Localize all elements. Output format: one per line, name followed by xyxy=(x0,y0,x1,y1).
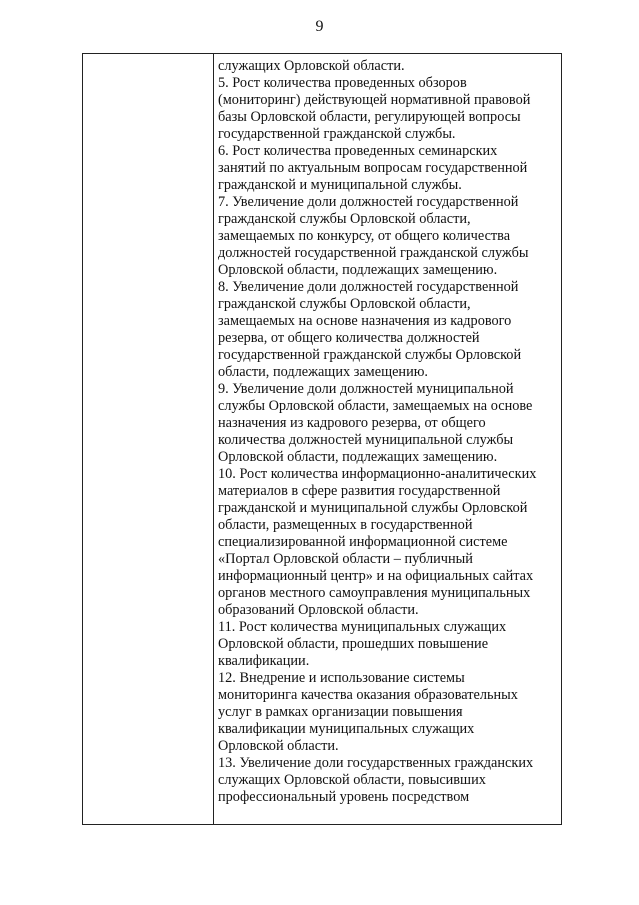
page-number: 9 xyxy=(315,18,324,35)
text-line: мониторинга качества оказания образовательных xyxy=(218,687,518,703)
text-line: 12. Внедрение и использование системы xyxy=(218,670,465,686)
text-line: 5. Рост количества проведенных обзоров xyxy=(218,75,467,91)
text-line: «Портал Орловской области – публичный xyxy=(218,551,473,567)
text-line: резерва, от общего количества должностей xyxy=(218,330,480,346)
table-right-cell xyxy=(214,54,562,825)
text-line: (мониторинг) действующей нормативной правовой xyxy=(218,92,531,108)
text-line: органов местного самоуправления муниципальных xyxy=(218,585,531,601)
text-line: государственной гражданской службы. xyxy=(218,126,456,142)
text-line: 10. Рост количества информационно-аналитических xyxy=(218,466,537,482)
text-line: служащих Орловской области, повысивших xyxy=(218,772,486,788)
text-line: 6. Рост количества проведенных семинарских xyxy=(218,143,498,159)
text-line: области, размещенных в государственной xyxy=(218,517,473,533)
text-line: образований Орловской области. xyxy=(218,602,419,618)
text-line: количества должностей муниципальной службы xyxy=(218,432,514,448)
text-line: службы Орловской области, замещаемых на основе xyxy=(218,398,533,414)
text-line: информационный центр» и на официальных сайтах xyxy=(218,568,534,584)
text-line: специализированной информационной системе xyxy=(218,534,508,550)
text-line: материалов в сфере развития государственной xyxy=(218,483,501,499)
text-line: услуг в рамках организации повышения xyxy=(218,704,463,720)
text-line: должностей государственной гражданской службы xyxy=(218,245,529,261)
text-line: квалификации муниципальных служащих xyxy=(218,721,475,737)
text-line: профессиональный уровень посредством xyxy=(218,789,470,805)
text-line: 9. Увеличение доли должностей муниципальной xyxy=(218,381,514,397)
table-row xyxy=(83,54,562,825)
text-line: 8. Увеличение доли должностей государственной xyxy=(218,279,519,295)
document-table xyxy=(82,53,562,825)
text-line: Орловской области, прошедших повышение xyxy=(218,636,489,652)
text-line: занятий по актуальным вопросам государственной xyxy=(218,160,528,176)
text-line: Орловской области, подлежащих замещению. xyxy=(218,449,498,465)
text-line: 7. Увеличение доли должностей государственной xyxy=(218,194,519,210)
text-line: гражданской и муниципальной службы Орловской xyxy=(218,500,528,516)
text-line: замещаемых на основе назначения из кадрового xyxy=(218,313,512,329)
table-left-cell xyxy=(83,54,214,825)
indicator-list xyxy=(214,54,561,806)
text-line: государственной гражданской службы Орловской xyxy=(218,347,522,363)
text-line: служащих Орловской области. xyxy=(218,58,405,74)
text-line: гражданской и муниципальной службы. xyxy=(218,177,462,193)
text-line: базы Орловской области, регулирующей вопросы xyxy=(218,109,521,125)
text-line: гражданской службы Орловской области, xyxy=(218,296,471,312)
text-line: Орловской области, подлежащих замещению. xyxy=(218,262,498,278)
text-line: квалификации. xyxy=(218,653,310,669)
text-line: области, подлежащих замещению. xyxy=(218,364,428,380)
text-line: Орловской области. xyxy=(218,738,339,754)
text-line: 11. Рост количества муниципальных служащих xyxy=(218,619,507,635)
text-line: замещаемых по конкурсу, от общего количества xyxy=(218,228,511,244)
text-line: гражданской службы Орловской области, xyxy=(218,211,471,227)
text-line: 13. Увеличение доли государственных гражданских xyxy=(218,755,534,771)
text-line: назначения из кадрового резерва, от общего xyxy=(218,415,486,431)
